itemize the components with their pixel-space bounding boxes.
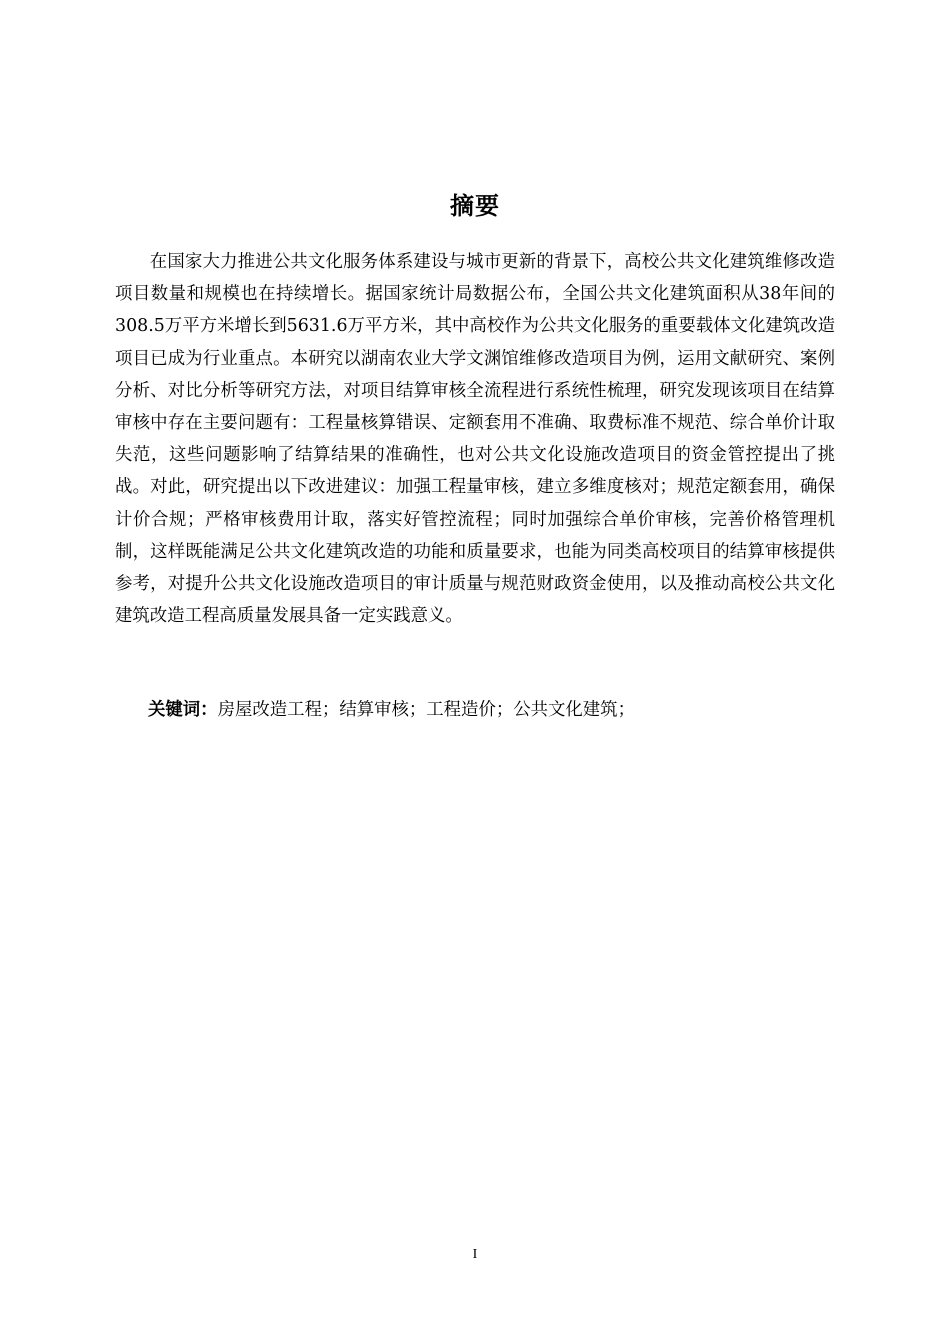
- page-title: 摘要: [450, 192, 500, 220]
- page-number: I: [472, 1247, 478, 1262]
- keywords-label: 关键词：: [148, 700, 218, 720]
- keywords-line: [148, 694, 848, 726]
- abstract-paragraph: 在国家大力推进公共文化服务体系建设与城市更新的背景下，高校公共文化建筑维修改造项目数量和规模也在持续增长。据国家统计局数据公布，全国公共文化建筑面积从38年间的308.5万平方米增长到5631.6万平方米，其中高校作为公共文化服务的重要载体文化建筑改造项目已成为行业重点。本研究以湖南农业大学文渊馆维修改造项目为例，运用文献研究、案例分析、对比分析等研究方法，对项目结算审核全流程进行系统性梳理，研究发现该项目在结算审核中存在主要问题有：工程量核算错误、定额套用不准确、取费标准不规范、综合单价计取失范，这些问题影响了结算结果的准确性，也对公共文化设施改造项目的资金管控提出了挑战。对此，研究提出以下改进建议：加强工程量审核，建立多维度核对；规范定额套用，确保计价合规；严格审核费用计取，落实好管控流程；同时加强综合单价审核，完善价格管理机制，这样既能满足公共文化建筑改造的功能和质量要求，也能为同类高校项目的结算审核提供参考，对提升公共文化设施改造项目的审计质量与规范财政资金使用，以及推动高校公共文化建筑改造工程高质量发展具备一定实践意义。: [115, 252, 835, 627]
- keywords-text: 房屋改造工程；结算审核；工程造价；公共文化建筑；: [217, 700, 635, 720]
